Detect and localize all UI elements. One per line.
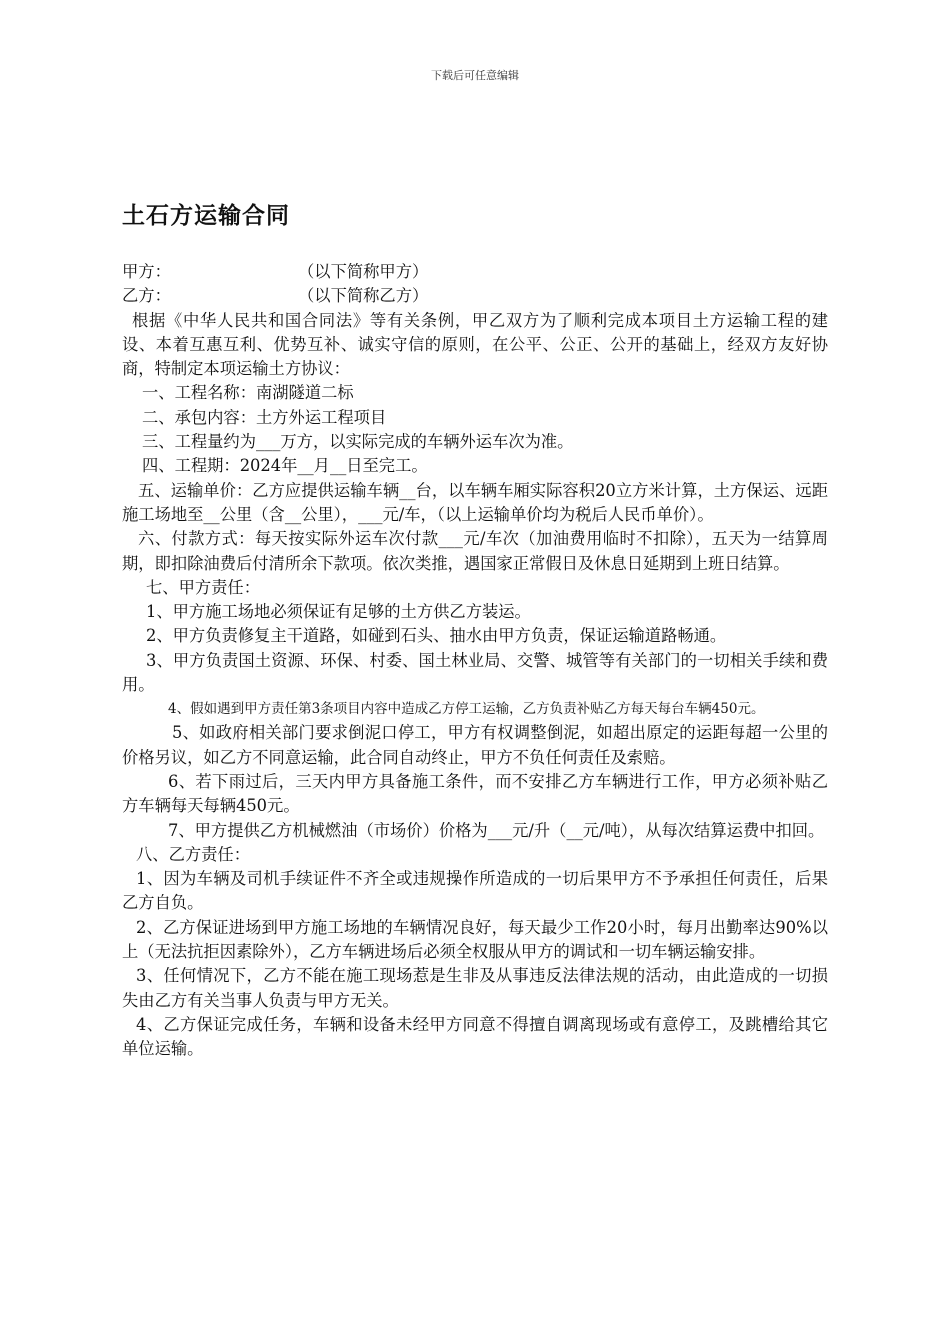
contract-body [122,260,828,1062]
clause-paragraph: 2、甲方负责修复主干道路，如碰到石头、抽水由甲方负责，保证运输道路畅通。 [146,626,727,646]
party-a-label: 甲方： [122,262,171,281]
clause-paragraph: 五、运输单价：乙方应提供运输车辆__台，以车辆车厢实际容积20立方米计算，土方保运、远距施工场地至__公里（含__公里），___元/车，（以上运输单价均为税后人民币单价）。 [122,480,828,524]
clause-paragraph: 6、若下雨过后，三天内甲方具备施工条件，而不安排乙方车辆进行工作，甲方必须补贴乙方车辆每天每辆450元。 [122,771,828,816]
clause-paragraph: 4、假如遇到甲方责任第3条项目内容中造成乙方停工运输，乙方负责补贴乙方每天每台车辆450元。 [168,701,765,718]
party-b-note: （以下简称乙方） [298,286,429,306]
party-b-line [122,284,828,308]
clause-paragraph: 4、乙方保证完成任务，车辆和设备未经甲方同意不得擅自调离现场或有意停工，及跳槽给其它单位运输。 [122,1014,828,1059]
clause-paragraph: 一、工程名称：南湖隧道二标 [142,383,354,403]
clause-paragraph: 二、承包内容：土方外运工程项目 [142,407,387,427]
clause-paragraph: 根据《中华人民共和国合同法》等有关条例，甲乙双方为了顺利完成本项目土方运输工程的建设、本着互惠互利、优势互补、诚实守信的原则，在公平、公正、公开的基础上，经双方友好协商，特制定本项运输土方协议： [122,310,828,379]
clause-paragraph: 八、乙方责任： [136,844,250,864]
clause-paragraph: 七、甲方责任： [146,577,260,597]
clause-paragraph: 1、因为车辆及司机手续证件不齐全或违规操作所造成的一切后果甲方不予承担任何责任，后果乙方自负。 [122,869,828,913]
clauses [122,309,828,1062]
clause-paragraph: 3、任何情况下，乙方不能在施工现场惹是生非及从事违反法律法规的活动，由此造成的一切损失由乙方有关当事人负责与甲方无关。 [122,966,828,1010]
party-b-label: 乙方： [122,286,171,306]
party-a-note: （以下简称甲方） [298,262,429,281]
party-a-line [122,260,828,284]
clause-paragraph: 六、付款方式：每天按实际外运车次付款___元/车次（加油费用临时不扣除），五天为一结算周期，即扣除油费后付清所余下款项。依次类推，遇国家正常假日及休息日延期到上班日结算。 [122,529,828,573]
clause-paragraph: 三、工程量约为___万方，以实际完成的车辆外运车次为准。 [142,432,574,452]
clause-paragraph: 四、工程期：2024年__月__日至完工。 [142,456,428,476]
clause-paragraph: 5、如政府相关部门要求倒泥口停工，甲方有权调整倒泥，如超出原定的运距每超一公里的价格另议，如乙方不同意运输，此合同自动终止，甲方不负任何责任及索赔。 [122,723,828,767]
clause-paragraph: 2、乙方保证进场到甲方施工场地的车辆情况良好，每天最少工作20小时，每月出勤率达90%以上（无法抗拒因素除外），乙方车辆进场后必须全权服从甲方的调试和一切车辆运输安排。 [122,917,828,962]
header-note: 下载后可任意编辑 [431,69,519,82]
clause-paragraph: 3、甲方负责国土资源、环保、村委、国土林业局、交警、城管等有关部门的一切相关手续和费用。 [122,650,828,695]
clause-paragraph: 7、甲方提供乙方机械燃油（市场价）价格为___元/升（__元/吨），从每次结算运费中扣回。 [168,820,825,840]
document-title: 土石方运输合同 [122,203,290,229]
clause-paragraph: 1、甲方施工场地必须保证有足够的土方供乙方装运。 [146,602,531,622]
